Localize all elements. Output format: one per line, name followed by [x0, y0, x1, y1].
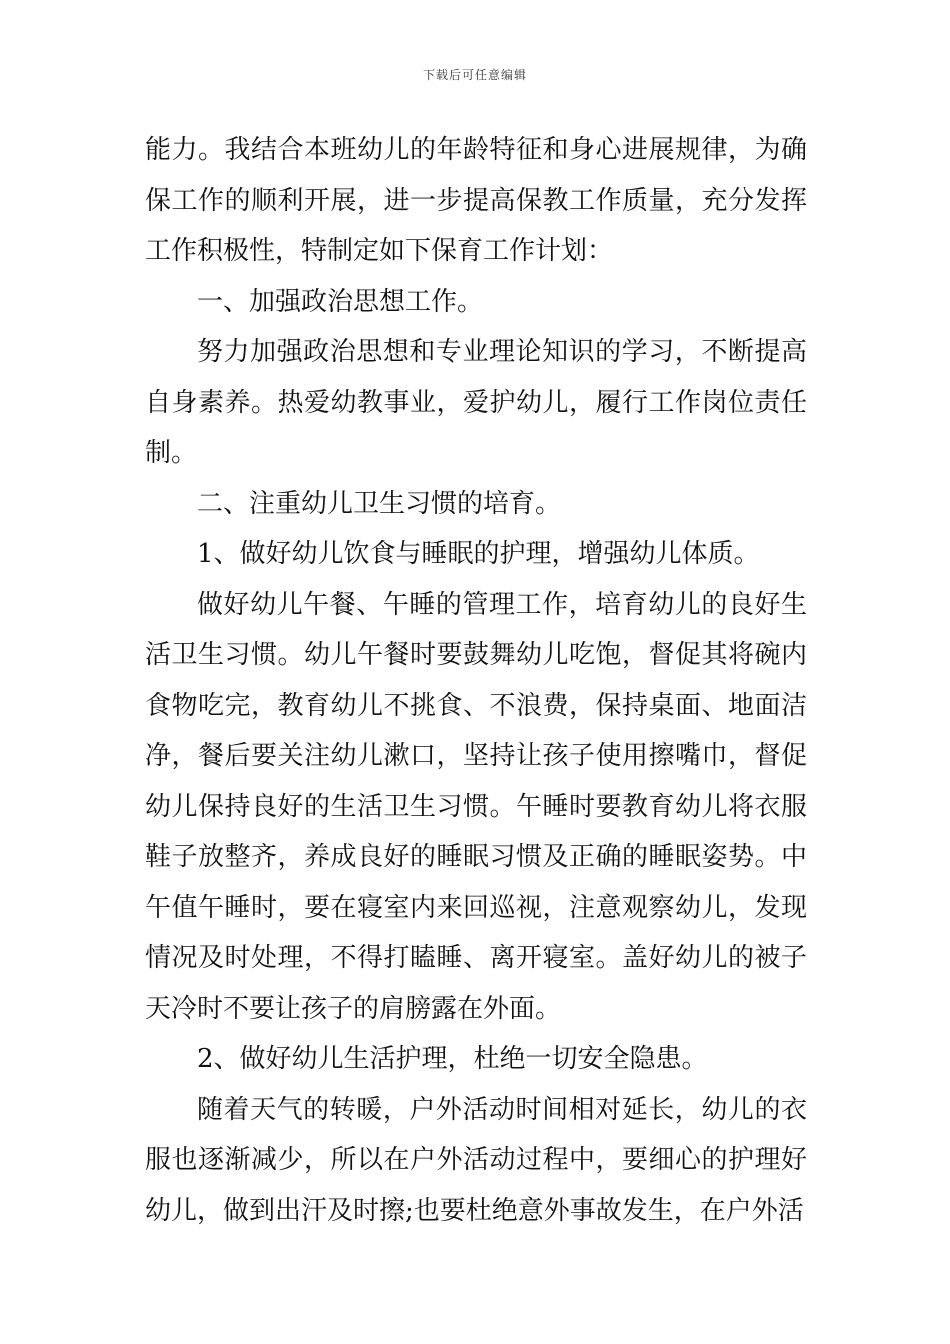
paragraph-intro-continued: 能力。我结合本班幼儿的年龄特征和身心进展规律，为确保工作的顺利开展，进一步提高保教工作质量，充分发挥工作积极性，特制定如下保育工作计划： [145, 135, 807, 266]
section-heading-political: 一、加强政治思想工作。 [197, 286, 484, 317]
subheading-life-care: 2、做好幼儿生活护理，杜绝一切安全隐患。 [197, 1044, 708, 1074]
paragraph-lunch-nap: 做好幼儿午餐、午睡的管理工作，培育幼儿的良好生活卫生习惯。幼儿午餐时要鼓舞幼儿吃饱，督促其将碗内食物吃完，教育幼儿不挑食、不浪费，保持桌面、地面洁净，餐后要关注幼儿漱口，坚持让孩子使用擦嘴巾，督促幼儿保持良好的生活卫生习惯。午睡时要教育幼儿将衣服鞋子放整齐，养成良好的睡眠习惯及正确的睡眠姿势。中午值午睡时，要在寝室内来回巡视，注意观察幼儿，发现情况及时处理，不得打瞌睡、离开寝室。盖好幼儿的被子天冷时不要让孩子的肩膀露在外面。 [145, 589, 807, 1024]
header-note: 下载后可任意编辑 [422, 68, 527, 82]
document-body [145, 125, 807, 1236]
section-heading-hygiene: 二、注重幼儿卫生习惯的培育。 [197, 488, 562, 519]
paragraph-political-study: 努力加强政治思想和专业理论知识的学习，不断提高自身素养。热爱幼教事业，爱护幼儿，履行工作岗位责任制。 [145, 337, 807, 468]
subheading-diet-sleep: 1、做好幼儿饮食与睡眠的护理，增强幼儿体质。 [197, 539, 760, 569]
paragraph-outdoor-activity: 随着天气的转暖，户外活动时间相对延长，幼儿的衣服也逐渐减少，所以在户外活动过程中，要细心的护理好幼儿，做到出汗及时擦;也要杜绝意外事故发生，在户外活 [145, 1094, 807, 1226]
